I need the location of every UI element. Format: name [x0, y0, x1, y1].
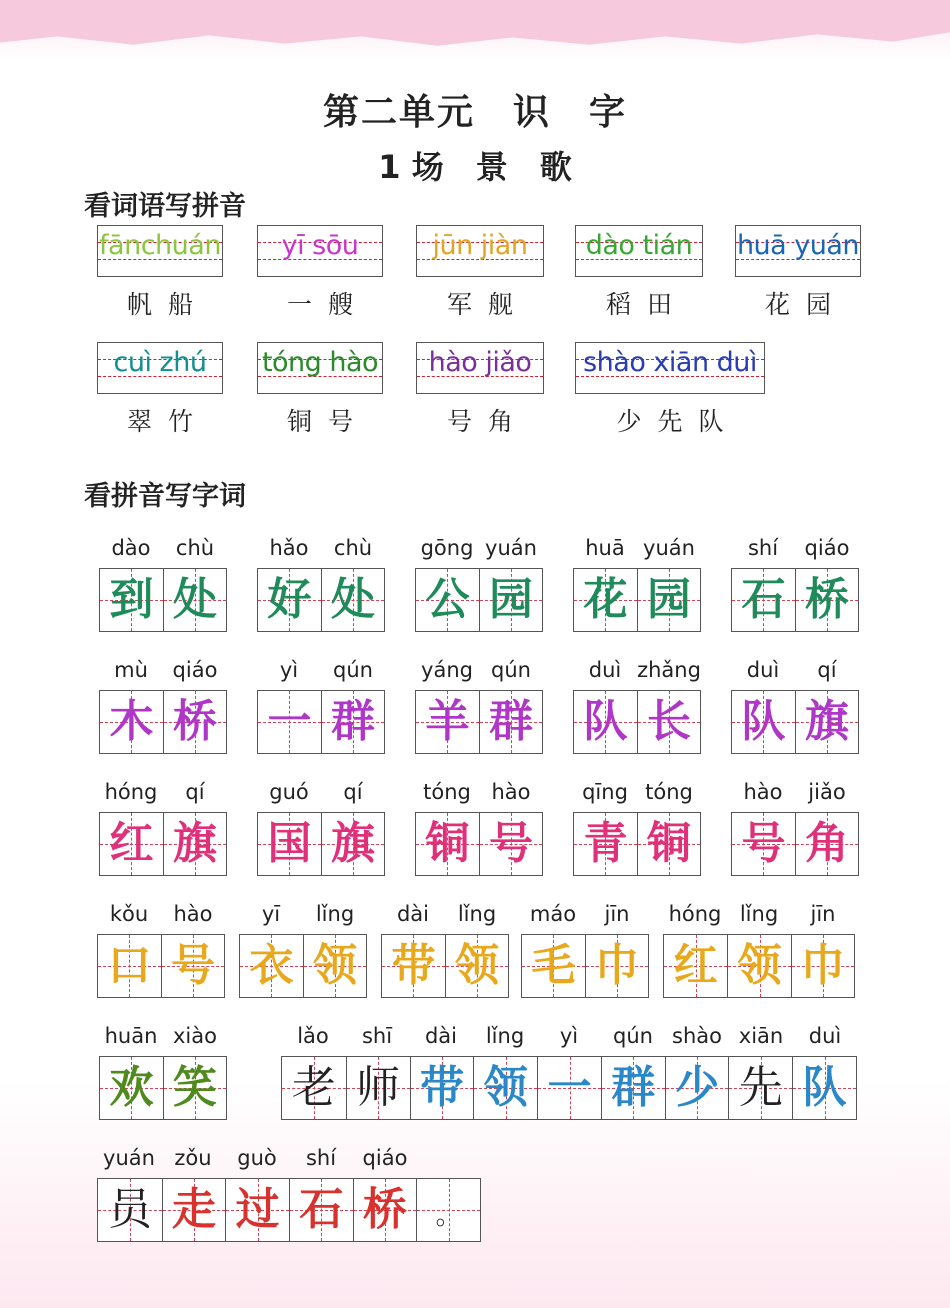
tianzige-grid	[99, 1056, 227, 1120]
tianzige-cell	[479, 569, 542, 631]
tianzige-cell	[416, 569, 479, 631]
pinyin-label: mù	[114, 658, 148, 682]
pinyin-label: huān	[104, 1024, 158, 1048]
hanzi-answer: 领	[737, 940, 782, 991]
word-group	[281, 1024, 857, 1124]
pinyin-label: zhǎng	[637, 658, 701, 682]
hanzi-answer: 长	[646, 696, 691, 747]
tianzige-cell	[163, 569, 226, 631]
hanzi-answer: 过	[235, 1184, 280, 1235]
tianzige-grid	[415, 568, 543, 632]
hanzi-answer: 红	[673, 940, 718, 991]
pinyin-exercise-item	[735, 225, 861, 319]
tianzige-cell	[637, 691, 700, 753]
pinyin-label: chù	[175, 536, 215, 560]
tianzige-grid	[731, 812, 859, 876]
pinyin-exercise-item	[416, 342, 544, 436]
pinyin-answer: fānchuán	[99, 230, 221, 261]
tianzige-cell	[479, 813, 542, 875]
tianzige-grid	[99, 568, 227, 632]
pinyin-label: qiáo	[172, 658, 218, 682]
word-group	[415, 780, 543, 880]
tianzige-cell	[240, 935, 303, 997]
tianzige-cell	[795, 813, 858, 875]
pinyin-label: yī	[261, 902, 281, 926]
pinyin-label: hóng	[668, 902, 722, 926]
hanzi-answer: 号	[170, 940, 215, 991]
word-group	[415, 536, 543, 636]
pinyin-writing-box	[97, 225, 223, 277]
tianzige-grid	[257, 690, 385, 754]
hanzi-answer: 桥	[363, 1184, 407, 1235]
pinyin-writing-box	[416, 225, 544, 277]
word-group	[573, 536, 701, 636]
tianzige-grid	[97, 1178, 481, 1242]
tianzige-cell	[416, 691, 479, 753]
pinyin-label: máo	[529, 902, 577, 926]
pinyin-label: jīn	[810, 902, 836, 926]
tianzige-cell	[289, 1179, 353, 1241]
word-group	[99, 780, 227, 880]
tianzige-cell	[445, 935, 508, 997]
pinyin-label: gōng	[420, 536, 474, 560]
tianzige-cell	[637, 569, 700, 631]
pinyin-label: jiǎo	[808, 780, 846, 804]
hanzi-answer: 铜	[646, 818, 691, 869]
tianzige-cell	[537, 1057, 601, 1119]
pinyin-label: tóng	[423, 780, 471, 804]
tianzige-cell	[163, 813, 226, 875]
tianzige-cell	[163, 1057, 226, 1119]
pinyin-label: duì	[808, 1024, 842, 1048]
hanzi-answer: 羊	[425, 696, 470, 747]
word-group	[731, 780, 859, 880]
word-group	[97, 1146, 481, 1246]
pinyin-answer: huā yuán	[736, 230, 860, 261]
pinyin-label: yuán	[485, 536, 537, 560]
tianzige-grid	[99, 812, 227, 876]
hanzi-answer: 走	[171, 1184, 216, 1235]
hanzi-answer: 一	[267, 696, 312, 747]
word-group	[257, 658, 385, 758]
tianzige-cell	[728, 1057, 792, 1119]
pinyin-writing-box	[97, 342, 223, 394]
pinyin-label: shào	[672, 1024, 722, 1048]
tianzige-grid	[573, 568, 701, 632]
hanzi-answer: 旗	[804, 696, 849, 747]
chinese-word: 铜号	[286, 407, 369, 436]
pinyin-label: lǐng	[315, 902, 355, 926]
tianzige-cell	[479, 691, 542, 753]
tianzige-cell	[321, 691, 384, 753]
pinyin-label: dào	[111, 536, 151, 560]
tianzige-cell	[637, 813, 700, 875]
chinese-word: 帆船	[126, 290, 209, 319]
word-group	[731, 536, 859, 636]
tianzige-cell	[282, 1057, 346, 1119]
tianzige-grid	[415, 690, 543, 754]
word-group	[381, 902, 509, 1002]
hanzi-answer: 处	[172, 574, 217, 625]
hanzi-answer: 旗	[172, 818, 217, 869]
pinyin-exercise-item	[257, 225, 383, 319]
hanzi-answer: 领	[483, 1062, 528, 1113]
pinyin-writing-box	[416, 342, 544, 394]
hanzi-answer: 好	[267, 574, 312, 625]
pinyin-writing-box	[575, 225, 703, 277]
tianzige-cell	[795, 691, 858, 753]
hanzi-answer: 石	[741, 574, 786, 625]
pinyin-exercise-item	[257, 342, 383, 436]
hanzi-answer: 。	[435, 1201, 462, 1231]
section1-heading: 看词语写拼音	[84, 191, 246, 222]
tianzige-cell	[416, 1179, 480, 1241]
tianzige-cell	[225, 1179, 289, 1241]
hanzi-answer: 花	[583, 574, 628, 625]
pinyin-label: hào	[491, 780, 531, 804]
pinyin-exercise-item	[575, 342, 765, 436]
chinese-word: 号角	[446, 407, 529, 436]
tianzige-grid	[281, 1056, 857, 1120]
pinyin-label: dài	[396, 902, 430, 926]
pinyin-label: duì	[588, 658, 622, 682]
hanzi-answer: 群	[330, 696, 375, 747]
hanzi-answer: 园	[646, 574, 691, 625]
pinyin-label: huā	[585, 536, 625, 560]
hanzi-answer: 口	[107, 940, 152, 991]
pinyin-label: qiáo	[362, 1146, 408, 1170]
tianzige-grid	[381, 934, 509, 998]
section2-heading: 看拼音写字词	[84, 481, 246, 512]
hanzi-answer: 队	[583, 696, 628, 747]
word-group	[97, 902, 225, 1002]
word-group	[573, 658, 701, 758]
hanzi-answer: 桥	[804, 574, 849, 625]
pinyin-writing-box	[735, 225, 861, 277]
tianzige-cell	[473, 1057, 537, 1119]
tianzige-cell	[795, 569, 858, 631]
pinyin-label: dài	[424, 1024, 458, 1048]
pinyin-writing-box	[257, 342, 383, 394]
tianzige-cell	[574, 813, 637, 875]
hanzi-answer: 欢	[109, 1062, 154, 1113]
lesson-title: 1 场 景 歌	[378, 148, 572, 186]
tianzige-cell	[664, 935, 727, 997]
hanzi-answer: 到	[109, 574, 154, 625]
tianzige-grid	[663, 934, 855, 998]
hanzi-answer: 红	[109, 818, 154, 869]
hanzi-answer: 巾	[800, 940, 845, 991]
hanzi-answer: 师	[356, 1062, 401, 1113]
hanzi-answer: 队	[741, 696, 786, 747]
hanzi-answer: 旗	[330, 818, 375, 869]
word-group	[415, 658, 543, 758]
word-group	[99, 536, 227, 636]
pinyin-label: qún	[613, 1024, 653, 1048]
tianzige-cell	[791, 935, 854, 997]
hanzi-answer: 公	[425, 574, 470, 625]
pinyin-label: qiáo	[804, 536, 850, 560]
tianzige-cell	[161, 935, 224, 997]
tianzige-cell	[163, 691, 226, 753]
tianzige-cell	[727, 935, 790, 997]
pinyin-label: yì	[559, 1024, 579, 1048]
pinyin-label: chù	[333, 536, 373, 560]
hanzi-answer: 带	[419, 1062, 464, 1113]
hanzi-answer: 石	[299, 1184, 344, 1235]
hanzi-answer: 笑	[172, 1062, 217, 1113]
pinyin-label: xiào	[173, 1024, 217, 1048]
pinyin-label: qīng	[582, 780, 628, 804]
word-group	[99, 1024, 227, 1124]
pinyin-label: lǎo	[297, 1024, 329, 1048]
pinyin-label: lǐng	[739, 902, 779, 926]
pinyin-label: lǐng	[457, 902, 497, 926]
tianzige-cell	[574, 691, 637, 753]
word-group	[731, 658, 859, 758]
hanzi-answer: 领	[454, 940, 499, 991]
page-title: 第二单元 识 字	[322, 92, 627, 133]
pinyin-exercise-item	[575, 225, 703, 319]
tianzige-grid	[573, 812, 701, 876]
tianzige-cell	[416, 813, 479, 875]
tianzige-cell	[353, 1179, 417, 1241]
tianzige-cell	[792, 1057, 856, 1119]
pinyin-label: hóng	[104, 780, 158, 804]
pinyin-label: guò	[237, 1146, 277, 1170]
pinyin-exercise-item	[97, 225, 223, 319]
pinyin-writing-box	[575, 342, 765, 394]
hanzi-answer: 群	[488, 696, 533, 747]
word-group	[663, 902, 855, 1002]
hanzi-answer: 青	[583, 818, 628, 869]
tianzige-cell	[732, 691, 795, 753]
hanzi-answer: 少	[675, 1062, 720, 1113]
hanzi-answer: 一	[547, 1062, 592, 1113]
tianzige-cell	[100, 569, 163, 631]
hanzi-answer: 带	[391, 940, 436, 991]
tianzige-cell	[732, 569, 795, 631]
pinyin-label: zǒu	[174, 1146, 212, 1170]
pinyin-answer: cuì zhú	[113, 347, 207, 378]
pinyin-writing-box	[257, 225, 383, 277]
chinese-word: 翠竹	[126, 407, 209, 436]
hanzi-answer: 铜	[425, 818, 470, 869]
word-group	[521, 902, 649, 1002]
hanzi-answer: 先	[738, 1062, 783, 1113]
hanzi-answer: 领	[312, 940, 357, 991]
word-group	[99, 658, 227, 758]
torn-paper-banner	[0, 0, 950, 52]
pinyin-label: xiān	[738, 1024, 784, 1048]
pinyin-label: hǎo	[269, 536, 309, 560]
pinyin-label: qí	[343, 780, 363, 804]
tianzige-cell	[410, 1057, 474, 1119]
tianzige-cell	[574, 569, 637, 631]
pinyin-label: yì	[279, 658, 299, 682]
tianzige-cell	[258, 813, 321, 875]
tianzige-grid	[239, 934, 367, 998]
tianzige-grid	[521, 934, 649, 998]
tianzige-cell	[303, 935, 366, 997]
pinyin-label: qún	[333, 658, 373, 682]
pinyin-label: guó	[269, 780, 309, 804]
pinyin-label: kǒu	[109, 902, 149, 926]
tianzige-grid	[415, 812, 543, 876]
pinyin-label: jīn	[604, 902, 630, 926]
hanzi-answer: 毛	[531, 940, 576, 991]
word-group	[257, 780, 385, 880]
pinyin-label: lǐng	[485, 1024, 525, 1048]
hanzi-answer: 桥	[172, 696, 217, 747]
hanzi-answer: 员	[107, 1184, 152, 1235]
pinyin-answer: jūn jiàn	[432, 230, 528, 261]
pinyin-answer: tóng hào	[261, 347, 379, 378]
tianzige-grid	[257, 812, 385, 876]
tianzige-cell	[258, 569, 321, 631]
pinyin-label: qún	[491, 658, 531, 682]
pinyin-label: yuán	[643, 536, 695, 560]
tianzige-cell	[601, 1057, 665, 1119]
pinyin-label: hào	[743, 780, 783, 804]
chinese-word: 稻田	[605, 290, 688, 319]
pinyin-label: shī	[361, 1024, 393, 1048]
pinyin-label: qí	[817, 658, 837, 682]
tianzige-cell	[321, 813, 384, 875]
pinyin-label: yuán	[103, 1146, 155, 1170]
tianzige-cell	[98, 1179, 162, 1241]
tianzige-cell	[258, 691, 321, 753]
pinyin-answer: shào xiān duì	[583, 347, 757, 378]
tianzige-cell	[321, 569, 384, 631]
chinese-word: 一艘	[286, 290, 369, 319]
tianzige-cell	[100, 1057, 163, 1119]
tianzige-grid	[257, 568, 385, 632]
tianzige-cell	[100, 691, 163, 753]
chinese-word: 花园	[764, 290, 847, 319]
pinyin-label: tóng	[645, 780, 693, 804]
tianzige-grid	[97, 934, 225, 998]
hanzi-answer: 园	[488, 574, 533, 625]
tianzige-cell	[346, 1057, 410, 1119]
pinyin-label: shí	[305, 1146, 337, 1170]
hanzi-answer: 群	[611, 1062, 656, 1113]
pinyin-label: duì	[746, 658, 780, 682]
pinyin-label: shí	[747, 536, 779, 560]
tianzige-cell	[585, 935, 648, 997]
hanzi-answer: 衣	[249, 940, 294, 991]
tianzige-cell	[732, 813, 795, 875]
tianzige-cell	[665, 1057, 729, 1119]
hanzi-answer: 号	[741, 818, 786, 869]
hanzi-answer: 老	[291, 1062, 336, 1113]
tianzige-grid	[573, 690, 701, 754]
hanzi-answer: 木	[109, 696, 154, 747]
tianzige-cell	[162, 1179, 226, 1241]
tianzige-cell	[100, 813, 163, 875]
tianzige-cell	[382, 935, 445, 997]
word-group	[239, 902, 367, 1002]
tianzige-grid	[99, 690, 227, 754]
tianzige-cell	[98, 935, 161, 997]
word-group	[257, 536, 385, 636]
pinyin-label: qí	[185, 780, 205, 804]
chinese-word: 少先队	[616, 407, 740, 436]
pinyin-label: hào	[173, 902, 213, 926]
tianzige-grid	[731, 690, 859, 754]
hanzi-answer: 巾	[594, 940, 639, 991]
hanzi-answer: 队	[802, 1062, 847, 1113]
hanzi-answer: 号	[488, 818, 533, 869]
pinyin-exercise-item	[416, 225, 544, 319]
hanzi-answer: 处	[330, 574, 375, 625]
pinyin-answer: dào tián	[585, 230, 693, 261]
hanzi-answer: 角	[804, 818, 849, 869]
pinyin-answer: hào jiǎo	[428, 347, 532, 378]
chinese-word: 军舰	[446, 290, 529, 319]
word-group	[573, 780, 701, 880]
hanzi-answer: 国	[267, 818, 312, 869]
tianzige-grid	[731, 568, 859, 632]
tianzige-cell	[522, 935, 585, 997]
pinyin-exercise-item	[97, 342, 223, 436]
pinyin-answer: yī sōu	[281, 230, 359, 261]
pinyin-label: yáng	[421, 658, 473, 682]
